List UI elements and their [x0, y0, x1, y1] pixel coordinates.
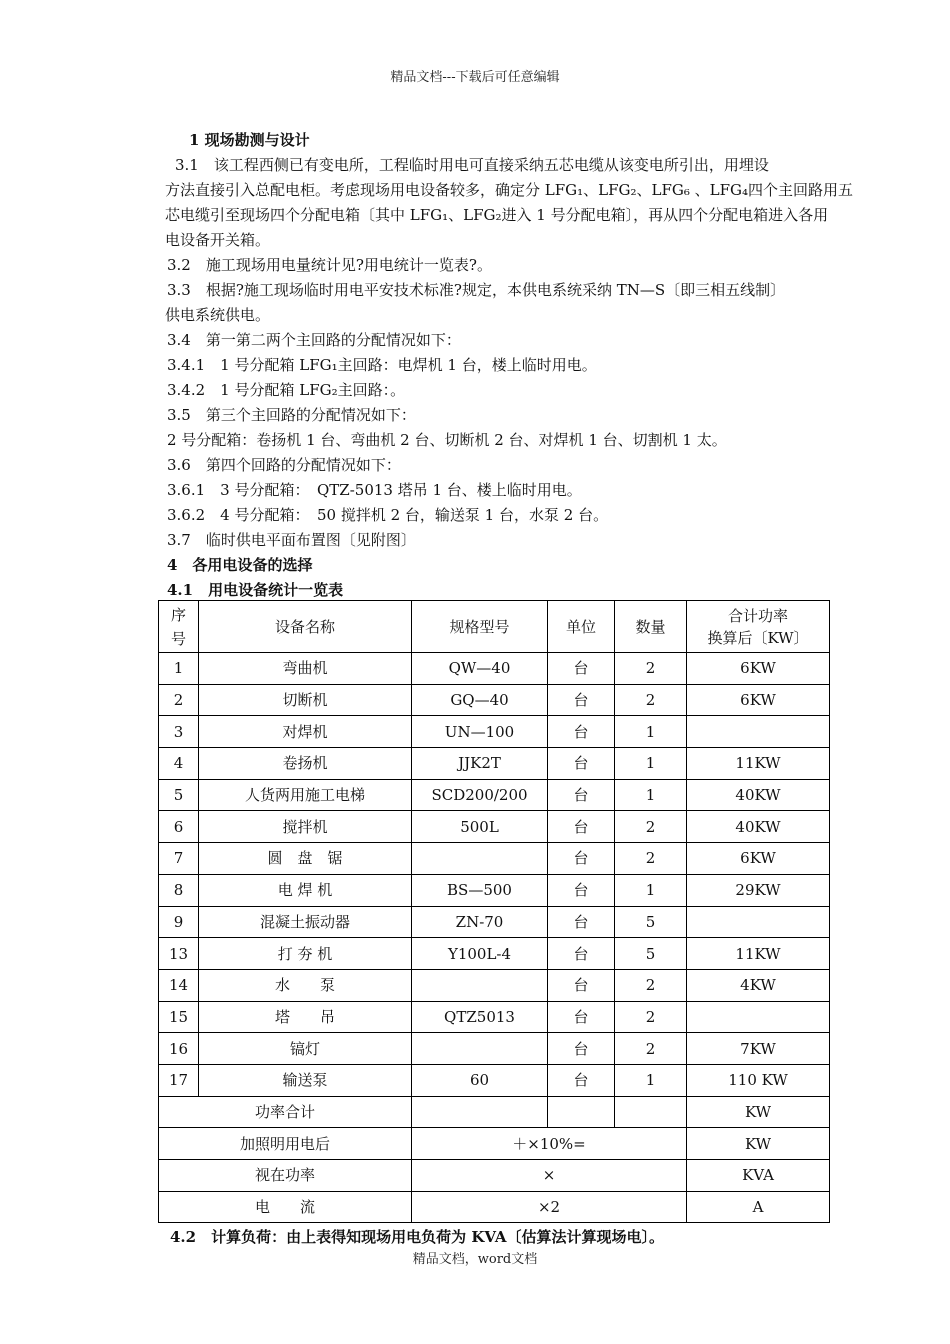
header-unit: 单位: [548, 601, 615, 653]
cell-power: [687, 716, 830, 748]
cell-unit: 台: [548, 748, 615, 780]
cell-qty: 2: [615, 1033, 687, 1065]
cell-name: 弯曲机: [199, 653, 412, 685]
cell-no: 7: [159, 843, 199, 875]
cell-power: 110 KW: [687, 1064, 830, 1096]
paragraph-3-1-line-3: 芯电缆引至现场四个分配电箱〔其中 LFG₁、LFG₂进入 1 号分配电箱〕，再从四个分配电箱进入各用: [165, 206, 829, 224]
cell-power: 40KW: [687, 811, 830, 843]
cell-qty: 2: [615, 969, 687, 1001]
cell-qty: 2: [615, 843, 687, 875]
cell-no: 17: [159, 1064, 199, 1096]
paragraph-4-2: 4.2 计算负荷：由上表得知现场用电负荷为 KVA〔估算法计算现场电〕。: [170, 1228, 664, 1246]
table-row: [159, 716, 830, 748]
cell-model: QW—40: [412, 653, 548, 685]
summary-apparent-row: [159, 1160, 830, 1192]
paragraph-3-5: 3.5 第三个主回路的分配情况如下：: [167, 406, 416, 424]
cell-unit: 台: [548, 874, 615, 906]
cell-unit: 台: [548, 906, 615, 938]
cell-name: 水 泵: [199, 969, 412, 1001]
cell-model: BS—500: [412, 874, 548, 906]
paragraph-3-4-2: 3.4.2 1 号分配箱 LFG₂主回路：。: [167, 381, 406, 399]
cell-name: 混凝土振动器: [199, 906, 412, 938]
cell-unit: 台: [548, 1033, 615, 1065]
cell-no: 8: [159, 874, 199, 906]
cell-power: 6KW: [687, 653, 830, 685]
equipment-table: [158, 600, 830, 1223]
cell-no: 13: [159, 938, 199, 970]
cell-no: 16: [159, 1033, 199, 1065]
cell-unit: 台: [548, 1064, 615, 1096]
header-model: 规格型号: [412, 601, 548, 653]
header-name: 设备名称: [199, 601, 412, 653]
cell-model: UN—100: [412, 716, 548, 748]
cell-name: 镐灯: [199, 1033, 412, 1065]
cell-qty: 2: [615, 1001, 687, 1033]
cell-unit: 台: [548, 779, 615, 811]
cell-qty: 5: [615, 938, 687, 970]
cell-name: 人货两用施工电梯: [199, 779, 412, 811]
summary-current-row: [159, 1191, 830, 1223]
cell-unit: 台: [548, 1001, 615, 1033]
cell-qty: 5: [615, 906, 687, 938]
cell-model: 60: [412, 1064, 548, 1096]
section-4-1-title: 4.1 用电设备统计一览表: [167, 581, 344, 599]
summary-total-label: 功率合计: [159, 1096, 412, 1128]
cell-model: ZN-70: [412, 906, 548, 938]
summary-total-qty: [615, 1096, 687, 1128]
summary-total-row: [159, 1096, 830, 1128]
table-row: [159, 684, 830, 716]
cell-name: 圆 盘 锯: [199, 843, 412, 875]
cell-model: QTZ5013: [412, 1001, 548, 1033]
cell-qty: 1: [615, 779, 687, 811]
cell-model: SCD200/200: [412, 779, 548, 811]
cell-unit: 台: [548, 716, 615, 748]
cell-name: 输送泵: [199, 1064, 412, 1096]
page-footer: 精品文档，word文档: [412, 1252, 538, 1267]
summary-total-value: KW: [687, 1096, 830, 1128]
cell-qty: 2: [615, 684, 687, 716]
cell-unit: 台: [548, 938, 615, 970]
cell-model: [412, 1033, 548, 1065]
document-body: [167, 128, 857, 603]
summary-total-model: [412, 1096, 548, 1128]
cell-name: 电 焊 机: [199, 874, 412, 906]
table-row: [159, 1001, 830, 1033]
cell-model: [412, 843, 548, 875]
cell-name: 搅拌机: [199, 811, 412, 843]
paragraph-3-4-1: 3.4.1 1 号分配箱 LFG₁主回路：电焊机 1 台，楼上临时用电。: [167, 356, 597, 374]
cell-name: 切断机: [199, 684, 412, 716]
cell-no: 2: [159, 684, 199, 716]
table-row: [159, 969, 830, 1001]
cell-unit: 台: [548, 684, 615, 716]
cell-power: [687, 906, 830, 938]
cell-model: JJK2T: [412, 748, 548, 780]
cell-no: 6: [159, 811, 199, 843]
summary-current-label: 电 流: [159, 1191, 412, 1223]
table-row: [159, 1064, 830, 1096]
table-row: [159, 906, 830, 938]
cell-name: 塔 吊: [199, 1001, 412, 1033]
cell-no: 14: [159, 969, 199, 1001]
summary-current-formula: ×2: [412, 1191, 687, 1223]
paragraph-3-1-line-2: 方法直接引入总配电柜。考虑现场用电设备较多，确定分 LFG₁、LFG₂、LFG₆ 、LFG₄四个主回路用五: [165, 181, 853, 199]
cell-no: 5: [159, 779, 199, 811]
summary-apparent-formula: ×: [412, 1160, 687, 1192]
cell-qty: 1: [615, 748, 687, 780]
paragraph-3-6-1: 3.6.1 3 号分配箱： QTZ-5013 塔吊 1 台、楼上临时用电。: [167, 481, 582, 499]
header-no: 序号: [159, 601, 199, 653]
table-row: [159, 843, 830, 875]
cell-model: GQ—40: [412, 684, 548, 716]
cell-name: 打 夯 机: [199, 938, 412, 970]
summary-current-value: A: [687, 1191, 830, 1223]
cell-model: [412, 969, 548, 1001]
summary-light-row: [159, 1128, 830, 1160]
summary-light-formula: ＋×10%=: [412, 1128, 687, 1160]
section-1-title: 1 现场勘测与设计: [189, 131, 310, 149]
table-row: [159, 1033, 830, 1065]
cell-no: 15: [159, 1001, 199, 1033]
cell-power: 7KW: [687, 1033, 830, 1065]
cell-no: 3: [159, 716, 199, 748]
paragraph-3-6-2: 3.6.2 4 号分配箱： 50 搅拌机 2 台，输送泵 1 台，水泵 2 台。: [167, 506, 609, 524]
summary-light-value: KW: [687, 1128, 830, 1160]
table-row: [159, 748, 830, 780]
cell-power: 6KW: [687, 684, 830, 716]
cell-power: 29KW: [687, 874, 830, 906]
table-row: [159, 811, 830, 843]
table-row: [159, 779, 830, 811]
section-4-title: 4 各用电设备的选择: [167, 556, 313, 574]
table-row: [159, 938, 830, 970]
page-header: 精品文档---下载后可任意编辑: [390, 70, 560, 85]
cell-model: 500L: [412, 811, 548, 843]
cell-power: [687, 1001, 830, 1033]
paragraph-3-1-line-1: 3.1 该工程西侧已有变电所，工程临时用电可直接采纳五芯电缆从该变电所引出，用埋设: [175, 156, 769, 174]
cell-power: 11KW: [687, 748, 830, 780]
header-power: 合计功率 换算后〔KW〕: [687, 601, 830, 653]
paragraph-3-1: [167, 153, 857, 253]
cell-unit: 台: [548, 969, 615, 1001]
cell-power: 6KW: [687, 843, 830, 875]
summary-light-label: 加照明用电后: [159, 1128, 412, 1160]
cell-no: 9: [159, 906, 199, 938]
cell-qty: 1: [615, 716, 687, 748]
paragraph-3-5-detail: 2 号分配箱：卷扬机 1 台、弯曲机 2 台、切断机 2 台、对焊机 1 台、切割机 1 太。: [167, 431, 727, 449]
cell-power: 40KW: [687, 779, 830, 811]
table-row: [159, 653, 830, 685]
paragraph-3-1-line-4: 电设备开关箱。: [165, 231, 271, 249]
cell-power: 11KW: [687, 938, 830, 970]
cell-qty: 1: [615, 1064, 687, 1096]
cell-unit: 台: [548, 653, 615, 685]
paragraph-3-3-line-2: 供电系统供电。: [165, 306, 271, 324]
cell-qty: 2: [615, 653, 687, 685]
cell-name: 卷扬机: [199, 748, 412, 780]
cell-power: 4KW: [687, 969, 830, 1001]
header-qty: 数量: [615, 601, 687, 653]
table-row: [159, 874, 830, 906]
cell-name: 对焊机: [199, 716, 412, 748]
cell-unit: 台: [548, 843, 615, 875]
cell-qty: 1: [615, 874, 687, 906]
paragraph-3-6: 3.6 第四个回路的分配情况如下：: [167, 456, 401, 474]
cell-model: Y100L-4: [412, 938, 548, 970]
cell-no: 1: [159, 653, 199, 685]
cell-no: 4: [159, 748, 199, 780]
cell-qty: 2: [615, 811, 687, 843]
table-header-row: [159, 601, 830, 653]
paragraph-3-2: 3.2 施工现场用电量统计见?用电统计一览表?。: [167, 256, 492, 274]
paragraph-3-3-line-1: 3.3 根据?施工现场临时用电平安技术标准?规定，本供电系统采纳 TN—S〔即三相五线制〕: [167, 281, 786, 299]
summary-apparent-value: KVA: [687, 1160, 830, 1192]
paragraph-3-7: 3.7 临时供电平面布置图〔见附图〕: [167, 531, 416, 549]
cell-unit: 台: [548, 811, 615, 843]
summary-apparent-label: 视在功率: [159, 1160, 412, 1192]
summary-total-unit: [548, 1096, 615, 1128]
paragraph-3-4: 3.4 第一第二两个主回路的分配情况如下：: [167, 331, 461, 349]
